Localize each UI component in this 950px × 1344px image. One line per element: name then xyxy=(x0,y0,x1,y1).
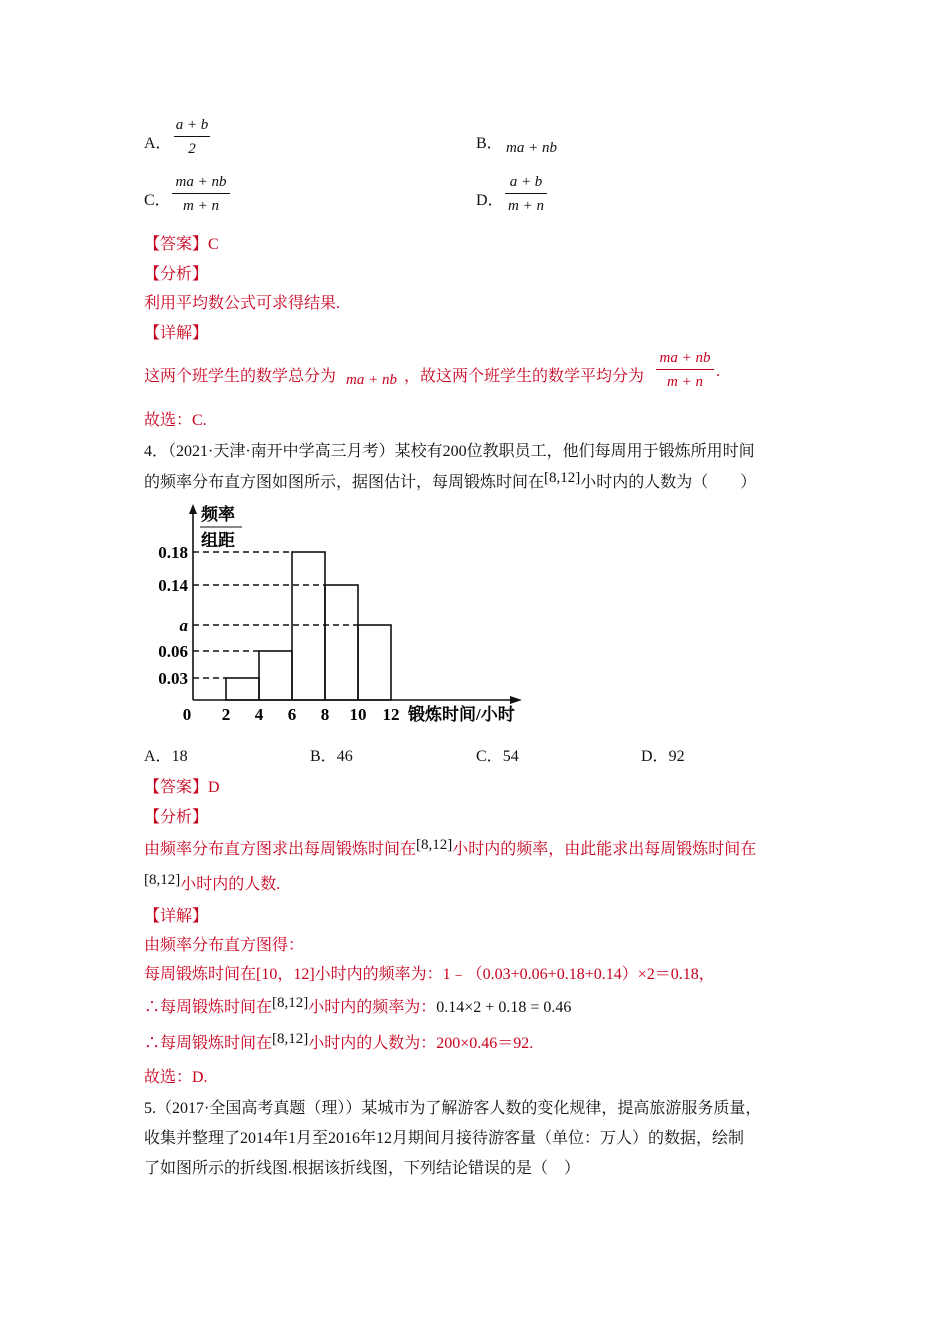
q3-analysis-text: 利用平均数公式可求得结果. xyxy=(144,295,341,312)
x-tick-label-3: 6 xyxy=(287,705,297,724)
q4-detail-tag: 【详解】 xyxy=(144,908,209,925)
q3-option-d-fraction xyxy=(505,173,547,215)
q3-option-b-expression: ma + nb xyxy=(506,140,557,156)
q4-analysis-tag: 【分析】 xyxy=(144,809,209,826)
q3-answer xyxy=(144,231,219,254)
q4-stem-line2-suffix: 小时内的人数为（ ） xyxy=(580,474,757,491)
y-tick-label-4: 0.18 xyxy=(158,543,188,562)
q3-detail-tag: 【详解】 xyxy=(144,325,209,342)
histogram-bar-3 xyxy=(325,585,358,700)
q4-detail-line4 xyxy=(144,1030,533,1053)
q5-line1: 5.（2017·全国高考真题（理））某城市为了解游客人数的变化规律，提高旅游服务质量， xyxy=(144,1100,762,1117)
q4-detail-line1: 由频率分布直方图得： xyxy=(144,937,305,954)
q4-detail-line3-middle: 小时内的频率为： xyxy=(308,999,437,1016)
x-tick-label-1: 2 xyxy=(221,705,231,724)
q4-analysis-interval-1: [8,12] xyxy=(416,837,453,853)
q4-answer-tag: 【答案】 xyxy=(144,779,209,796)
q5-line2: 收集并整理了2014年1月至2016年12月期间月接待游客量（单位：万人）的数据，绘制 xyxy=(144,1130,745,1147)
q4-analysis-interval-2: [8,12] xyxy=(144,872,181,888)
histogram-bar-0 xyxy=(226,678,259,700)
ylabel-top: 频率 xyxy=(201,505,235,524)
q3-detail-total: ma + nb xyxy=(346,372,397,388)
q5-line3: 了如图所示的折线图.根据该折线图，下列结论错误的是（ ） xyxy=(144,1160,581,1177)
y-tick-label-0: 0.03 xyxy=(158,669,188,688)
q4-answer-value: D xyxy=(208,779,220,796)
q4-analysis-part3: 小时内的人数. xyxy=(180,876,281,893)
q4-option-b[interactable] xyxy=(310,743,353,766)
q3-option-a-label: A． xyxy=(144,135,172,152)
q4-stem-line1: 4．（2021·天津·南开中学高三月考）某校有200位教职员工，他们每周用于锻炼所用时间 xyxy=(144,443,755,460)
q4-detail-line2: 每周锻炼时间在[10，12]小时内的频率为：1﹣（0.03+0.06+0.18+0.14）×2＝0.18， xyxy=(144,966,715,983)
q4-option-c-value: 54 xyxy=(502,748,519,765)
q3-choose: 故选：C. xyxy=(144,412,207,429)
x-tick-label-6: 12 xyxy=(382,705,400,724)
q4-analysis-part2: 小时内的频率，由此能求出每周锻炼时间在 xyxy=(452,841,757,858)
q4-option-a-label: A． xyxy=(144,748,172,765)
y-tick-label-3: 0.14 xyxy=(158,576,188,595)
q3-option-a-denominator: 2 xyxy=(188,141,196,157)
q3-answer-tag: 【答案】 xyxy=(144,236,209,253)
q4-stem-line2 xyxy=(144,469,756,492)
q3-option-d-numerator: a + b xyxy=(509,174,543,190)
q3-option-d-denominator: m + n xyxy=(508,198,544,214)
x-tick-label-0: 0 xyxy=(182,705,192,724)
q4-option-b-label: B． xyxy=(310,748,337,765)
q4-option-d-value: 92 xyxy=(668,748,685,765)
q4-option-a[interactable] xyxy=(144,743,188,766)
histogram-bar-2 xyxy=(292,552,325,700)
q3-option-b-label: B． xyxy=(476,135,503,152)
q4-option-d-label: D． xyxy=(641,748,669,765)
q3-option-a-fraction xyxy=(174,116,210,158)
q3-option-c-fraction xyxy=(172,173,230,215)
q4-stem-interval: [8,12] xyxy=(544,470,581,486)
q3-option-c-label: C． xyxy=(144,192,171,209)
q3-detail-prefix: 这两个班学生的数学总分为 xyxy=(144,368,337,385)
y-tick-label-1: 0.06 xyxy=(158,642,188,661)
q4-analysis-line1 xyxy=(144,836,756,859)
q3-analysis-tag: 【分析】 xyxy=(144,266,209,283)
q4-analysis-line2 xyxy=(144,871,280,894)
q3-option-c-numerator: ma + nb xyxy=(175,174,227,190)
histogram-bar-1 xyxy=(259,651,292,700)
q3-detail-end: . xyxy=(716,363,720,380)
q4-option-c-label: C． xyxy=(476,748,503,765)
q4-answer xyxy=(144,774,220,797)
q4-detail-line3-prefix: ∴每周锻炼时间在 xyxy=(144,999,273,1016)
q4-option-d[interactable] xyxy=(641,743,685,766)
q4-detail-line4-middle: 小时内的人数为： xyxy=(308,1035,437,1052)
q3-detail-average-fraction xyxy=(656,349,714,391)
y-axis-arrow xyxy=(189,504,197,514)
x-tick-label-2: 4 xyxy=(254,705,264,724)
x-tick-label-4: 8 xyxy=(320,705,330,724)
q4-detail-line4-prefix: ∴每周锻炼时间在 xyxy=(144,1035,273,1052)
q4-detail-line3 xyxy=(144,994,571,1017)
q4-detail-line3-expression: 0.14×2 + 0.18 = 0.46 xyxy=(436,999,572,1016)
q4-option-b-value: 46 xyxy=(336,748,353,765)
xlabel: 锻炼时间/小时 xyxy=(408,705,515,724)
q4-option-a-value: 18 xyxy=(171,748,188,765)
q4-option-c[interactable] xyxy=(476,743,519,766)
q4-analysis-part1: 由频率分布直方图求出每周锻炼时间在 xyxy=(144,841,417,858)
q3-option-c-denominator: m + n xyxy=(183,198,219,214)
x-tick-label-5: 10 xyxy=(349,705,367,724)
q3-detail-average-numerator: ma + nb xyxy=(659,350,711,366)
q3-detail-average-denominator: m + n xyxy=(667,374,703,390)
q3-option-a-numerator: a + b xyxy=(175,117,209,133)
q4-stem-line2-prefix: 的频率分布直方图如图所示，据图估计，每周锻炼时间在 xyxy=(144,474,545,491)
histogram-bar-4 xyxy=(358,625,391,700)
q4-choose: 故选：D. xyxy=(144,1069,208,1086)
q4-detail-interval-4: [8,12] xyxy=(272,1031,309,1047)
q4-detail-line4-expression: 200×0.46＝92. xyxy=(436,1035,534,1052)
q3-answer-value: C xyxy=(208,236,219,253)
ylabel-bottom: 组距 xyxy=(201,531,235,550)
q3-detail-middle: ，故这两个班学生的数学平均分为 xyxy=(404,368,645,385)
y-tick-label-2: a xyxy=(179,616,188,635)
q3-option-d-label: D． xyxy=(476,192,504,209)
q4-detail-interval-3: [8,12] xyxy=(272,995,309,1011)
x-axis-arrow xyxy=(510,696,522,704)
frequency-histogram xyxy=(140,500,560,732)
